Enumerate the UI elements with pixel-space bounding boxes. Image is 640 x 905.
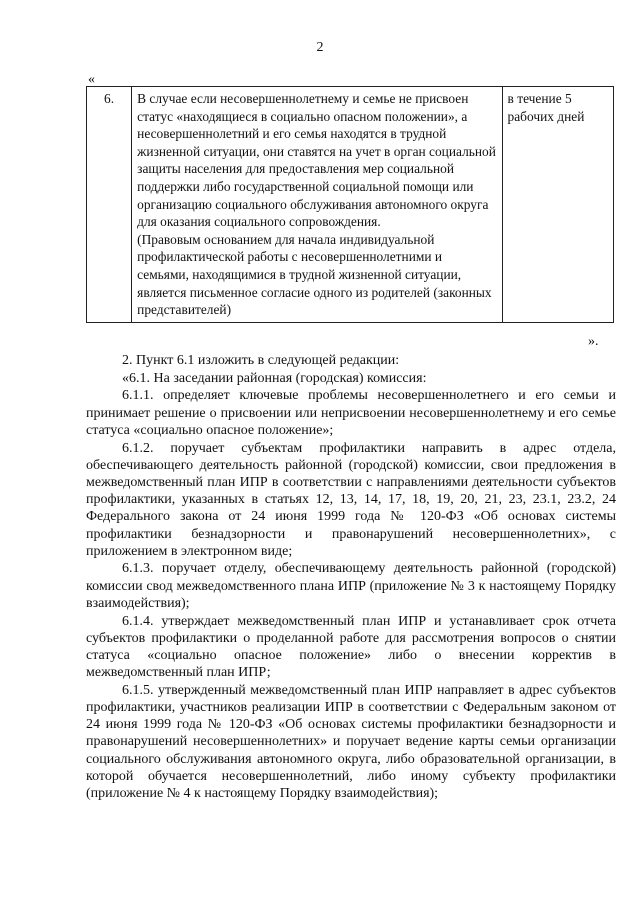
row-main-text: В случае если несовершеннолетнему и семье не присвоен статус «находящиеся в социально опасном положении», а несовершеннолетний и его семья находятся в трудной жизненной ситуации, они ставятся на учет в орган социальной защиты населения для предоставления мер социальной поддержки либо государственной социальной помощи или организацию социального обслуживания автономного округа для оказания социального сопровождения.	[137, 91, 496, 230]
row-number-cell: 6.	[87, 87, 132, 323]
page-number: 2	[316, 40, 324, 55]
row-term-cell: в течение 5 рабочих дней	[502, 87, 613, 323]
closing-quote-mark: ».	[588, 334, 599, 349]
document-body	[86, 352, 616, 803]
paragraph-6-1-1: 6.1.1. определяет ключевые проблемы несовершеннолетнего и его семьи и принимает решение о присвоении или неприсвоении несовершеннолетнему и его семье статуса «социально опасное положение»;	[86, 388, 616, 438]
amendment-table	[86, 86, 614, 323]
paragraph-6-1-3: 6.1.3. поручает отделу, обеспечивающему деятельность районной (городской) комиссии свод межведомственного плана ИПР (приложение № 3 к настоящему Порядку взаимодействия);	[86, 561, 616, 611]
paragraph-item-2: 2. Пункт 6.1 изложить в следующей редакции:	[122, 353, 400, 368]
paragraph-6-1-4: 6.1.4. утверждает межведомственный план ИПР и устанавливает срок отчета субъектов профилактики о проделанной работе для рассмотрения вопросов о снятии статуса «социально опасное положение» либо о внесении корректив в межведомственный план ИПР;	[86, 613, 616, 681]
paragraph-6-1-2: 6.1.2. поручает субъектам профилактики направить в адрес отдела, обеспечивающего деятельность районной (городской) комиссии, свои предложения в межведомственный план ИПР в соответствии с направлениями деятельности субъектов профилактики, указанных в статьях 12, 13, 14, 17, 18, 19, 20, 21, 23, 23.1, 23.2, 24 Федерального закона от 24 июня 1999 года № 120-ФЗ «Об основах системы профилактики безнадзорности и правонарушений несовершеннолетних», с приложением в электронном виде;	[86, 440, 616, 559]
table-row	[87, 87, 614, 323]
row-text-cell	[132, 87, 502, 323]
opening-quote-mark: «	[88, 72, 95, 87]
row-legal-note: (Правовым основанием для начала индивидуальной профилактической работы с несовершеннолетними и семьями, находящимися в трудной жизненной ситуации, является письменное согласие одного из родителей (законных представителей)	[137, 231, 492, 318]
paragraph-6-1-5: 6.1.5. утвержденный межведомственный план ИПР направляет в адрес субъектов профилактики, участников реализации ИПР в соответствии с Федеральным законом от 24 июня 1999 года № 120-ФЗ «Об основах системы профилактики безнадзорности и правонарушений несовершеннолетних» и поручает ведение карты семьи организации социального обслуживания автономного округа, либо образовательной организации, в которой обучается несовершеннолетний, либо иному субъекту профилактики (приложение № 4 к настоящему Порядку взаимодействия);	[86, 682, 616, 802]
paragraph-6-1: «6.1. На заседании районная (городская) комиссия:	[122, 370, 427, 386]
